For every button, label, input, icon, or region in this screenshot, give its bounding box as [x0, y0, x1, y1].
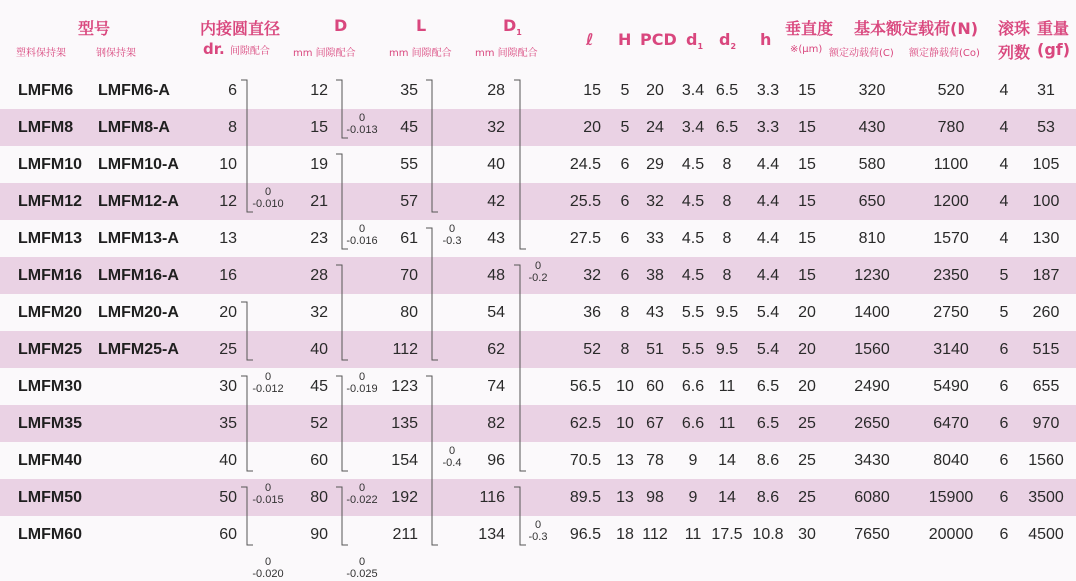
bracket-dr-group2 [241, 302, 253, 360]
cell-PCD: 67 [646, 415, 664, 432]
cell-rows: 6 [999, 489, 1009, 506]
cell-d2: 11 [718, 378, 736, 395]
cell-L: 57 [400, 193, 418, 210]
cell-h: 4.4 [756, 193, 780, 210]
tolerance-lower: -0.020 [252, 567, 284, 580]
cell-l: 27.5 [569, 230, 601, 247]
tolerance-lower: -0.010 [252, 197, 284, 210]
header-D: D [334, 16, 348, 35]
cell-d1: 5.5 [681, 341, 705, 358]
cell-dr: 16 [219, 267, 237, 284]
cell-h: 3.3 [756, 119, 780, 136]
tolerance-lower: -0.016 [346, 234, 378, 247]
header-L-mm: mm [389, 48, 409, 59]
cell-perp: 20 [798, 304, 816, 321]
bracket-D-group2 [336, 154, 348, 249]
cell-dr: 35 [219, 415, 237, 432]
cell-D: 15 [310, 119, 328, 136]
cell-perp: 20 [798, 378, 816, 395]
cell-D: 80 [310, 489, 328, 506]
cell-dr: 50 [219, 489, 237, 506]
cell-D1: 82 [487, 415, 505, 432]
cell-l: 15 [583, 82, 601, 99]
header-balls: 滚珠 [998, 19, 1031, 38]
header-dyn-load: 额定动载荷(C) [829, 48, 894, 59]
cell-rows: 4 [999, 156, 1009, 173]
header-D1-fit: 间隙配合 [497, 48, 538, 59]
cell-D1: 43 [487, 230, 505, 247]
cell-perp: 15 [798, 267, 816, 284]
cell-m2: LMFM6-A [98, 82, 170, 99]
cell-wt: 53 [1037, 119, 1055, 136]
cell-m1: LMFM60 [18, 526, 82, 543]
cell-PCD: 60 [646, 378, 664, 395]
header-L: L [416, 16, 427, 35]
cell-d1: 4.5 [681, 156, 705, 173]
cell-m2: LMFM16-A [98, 267, 179, 284]
cell-wt: 655 [1032, 378, 1060, 395]
bracket-dr-group4 [241, 487, 253, 545]
tolerance-upper: 0 [534, 259, 542, 272]
header-D1-sub: 1 [516, 28, 522, 38]
cell-D: 52 [310, 415, 328, 432]
cell-h: 8.6 [756, 452, 780, 469]
cell-d1: 9 [688, 489, 698, 506]
cell-h: 5.4 [756, 341, 780, 358]
cell-m2: LMFM10-A [98, 156, 179, 173]
cell-l: 20 [583, 119, 601, 136]
cell-H: 6 [620, 230, 630, 247]
tolerance-upper: 0 [448, 222, 456, 235]
bracket-D-group3 [336, 265, 348, 360]
tolerance-upper: 0 [358, 370, 366, 383]
cell-m1: LMFM8 [18, 119, 74, 136]
header-inner-dia: 内接圆直径 [200, 19, 281, 38]
cell-D1: 48 [487, 267, 505, 284]
header-plastic-cage: 塑料保持架 [16, 48, 66, 59]
cell-wt: 3500 [1028, 489, 1064, 506]
cell-H: 10 [616, 378, 634, 395]
cell-Co: 2350 [933, 267, 969, 284]
header-load-rating: 基本额定载荷(N) [854, 19, 979, 38]
header-static-load: 额定静载荷(Co) [909, 48, 980, 59]
cell-m1: LMFM16 [18, 267, 82, 284]
cell-wt: 4500 [1028, 526, 1064, 543]
cell-d1: 4.5 [681, 193, 705, 210]
cell-perp: 25 [798, 415, 816, 432]
tolerance-upper: 0 [264, 481, 272, 494]
cell-h: 5.4 [756, 304, 780, 321]
tolerance-lower: -0.019 [346, 382, 378, 395]
cell-perp: 20 [798, 341, 816, 358]
cell-D1: 28 [487, 82, 505, 99]
cell-perp: 15 [798, 156, 816, 173]
cell-PCD: 112 [642, 526, 668, 543]
cell-h: 4.4 [756, 230, 780, 247]
cell-L: 61 [400, 230, 418, 247]
cell-H: 18 [616, 526, 634, 543]
bracket-dr-group3 [241, 376, 253, 471]
cell-L: 45 [400, 119, 418, 136]
bracket-D-group1 [336, 80, 348, 138]
cell-h: 6.5 [756, 415, 780, 432]
cell-Co: 1100 [933, 156, 969, 173]
cell-m1: LMFM30 [18, 378, 82, 395]
cell-dr: 8 [228, 119, 237, 136]
cell-l: 62.5 [569, 415, 601, 432]
cell-d2: 9.5 [715, 304, 739, 321]
cell-Co: 5490 [933, 378, 969, 395]
cell-D: 90 [310, 526, 328, 543]
cell-d1: 4.5 [681, 230, 705, 247]
bracket-L-group1 [426, 80, 438, 212]
cell-m2: LMFM8-A [98, 119, 170, 136]
cell-m2: LMFM20-A [98, 304, 179, 321]
cell-rows: 6 [999, 378, 1009, 395]
cell-wt: 970 [1032, 415, 1060, 432]
cell-L: 154 [391, 452, 418, 469]
header-perp-unit: ※(μm) [790, 44, 823, 55]
cell-wt: 1560 [1028, 452, 1064, 469]
cell-d1: 9 [688, 452, 698, 469]
cell-D1: 74 [487, 378, 505, 395]
cell-l: 89.5 [569, 489, 601, 506]
cell-dr: 10 [219, 156, 237, 173]
cell-PCD: 78 [646, 452, 664, 469]
cell-Co: 1570 [933, 230, 969, 247]
tolerance-upper: 0 [534, 518, 542, 531]
cell-rows: 6 [999, 526, 1009, 543]
cell-Co: 20000 [928, 526, 974, 543]
cell-d1: 11 [684, 526, 702, 543]
cell-dr: 30 [219, 378, 237, 395]
cell-m2: LMFM12-A [98, 193, 179, 210]
cell-H: 10 [616, 415, 634, 432]
cell-wt: 260 [1032, 304, 1060, 321]
cell-d2: 8 [722, 193, 732, 210]
cell-d1: 5.5 [681, 304, 705, 321]
cell-H: 6 [620, 156, 630, 173]
cell-m1: LMFM13 [18, 230, 82, 247]
tolerance-upper: 0 [264, 370, 272, 383]
bracket-D1-group1 [514, 80, 526, 249]
cell-d2: 6.5 [715, 82, 739, 99]
header-weight-unit: (gf) [1037, 40, 1071, 59]
cell-d2: 17.5 [711, 526, 743, 543]
tolerance-lower: -0.2 [528, 271, 548, 284]
cell-Co: 520 [937, 82, 965, 99]
cell-PCD: 29 [646, 156, 664, 173]
cell-h: 4.4 [756, 156, 780, 173]
cell-L: 70 [400, 267, 418, 284]
cell-D1: 134 [478, 526, 505, 543]
cell-l: 24.5 [569, 156, 601, 173]
cell-m1: LMFM50 [18, 489, 82, 506]
header-rows: 列数 [998, 43, 1031, 62]
cell-L: 112 [392, 341, 418, 358]
cell-wt: 31 [1037, 82, 1055, 99]
cell-d1: 4.5 [681, 267, 705, 284]
cell-d2: 14 [718, 452, 736, 469]
cell-D1: 116 [479, 489, 505, 506]
cell-perp: 25 [798, 452, 816, 469]
cell-D1: 32 [487, 119, 505, 136]
header-h: h [760, 30, 772, 49]
cell-m1: LMFM10 [18, 156, 82, 173]
cell-D1: 96 [487, 452, 505, 469]
cell-perp: 30 [798, 526, 816, 543]
cell-m2: LMFM25-A [98, 341, 179, 358]
cell-perp: 25 [798, 489, 816, 506]
cell-l: 56.5 [569, 378, 601, 395]
bracket-L-group3 [426, 376, 438, 545]
tolerance-lower: -0.012 [252, 382, 284, 395]
cell-m1: LMFM6 [18, 82, 74, 99]
tolerance-upper: 0 [358, 481, 366, 494]
cell-H: 8 [620, 304, 630, 321]
cell-C: 320 [858, 82, 886, 99]
cell-H: 5 [620, 82, 630, 99]
cell-m1: LMFM20 [18, 304, 82, 321]
bracket-L-group2 [426, 228, 438, 360]
cell-perp: 15 [798, 193, 816, 210]
tolerance-lower: -0.015 [252, 493, 284, 506]
tolerance-upper: 0 [264, 555, 272, 568]
cell-Co: 1200 [933, 193, 969, 210]
cell-C: 1230 [854, 267, 890, 284]
tolerance-upper: 0 [448, 444, 456, 457]
cell-h: 4.4 [756, 267, 780, 284]
cell-H: 13 [616, 452, 634, 469]
cell-D: 40 [310, 341, 328, 358]
cell-d1: 6.6 [681, 378, 705, 395]
cell-PCD: 24 [646, 119, 664, 136]
cell-Co: 3140 [933, 341, 969, 358]
cell-D1: 54 [487, 304, 505, 321]
cell-m1: LMFM12 [18, 193, 82, 210]
cell-PCD: 32 [646, 193, 664, 210]
cell-L: 135 [391, 415, 418, 432]
cell-rows: 4 [999, 193, 1009, 210]
cell-C: 1560 [854, 341, 890, 358]
cell-D: 19 [310, 156, 328, 173]
cell-rows: 4 [999, 119, 1009, 136]
header-dr-label: dr. [203, 40, 225, 58]
cell-d2: 8 [722, 156, 732, 173]
cell-wt: 187 [1032, 267, 1060, 284]
cell-D1: 40 [487, 156, 505, 173]
cell-C: 2650 [854, 415, 890, 432]
cell-d1: 3.4 [681, 82, 705, 99]
header-PCD: PCD [640, 30, 677, 49]
cell-wt: 100 [1032, 193, 1060, 210]
cell-PCD: 38 [646, 267, 664, 284]
tolerance-upper: 0 [264, 185, 272, 198]
cell-h: 3.3 [756, 82, 780, 99]
cell-PCD: 43 [646, 304, 664, 321]
cell-d2: 11 [718, 415, 736, 432]
cell-H: 5 [620, 119, 630, 136]
cell-PCD: 51 [646, 341, 664, 358]
cell-m1: LMFM40 [18, 452, 82, 469]
header-H: H [618, 30, 632, 49]
cell-perp: 15 [798, 230, 816, 247]
cell-d1: 6.6 [681, 415, 705, 432]
cell-Co: 15900 [928, 489, 974, 506]
cell-H: 6 [620, 193, 630, 210]
cell-rows: 6 [999, 341, 1009, 358]
header-weight: 重量 [1037, 19, 1070, 38]
bracket-D1-group2 [514, 265, 526, 471]
cell-L: 55 [400, 156, 418, 173]
cell-rows: 5 [999, 304, 1009, 321]
bracket-D-group4 [336, 376, 348, 471]
cell-dr: 25 [219, 341, 237, 358]
cell-D: 12 [310, 82, 328, 99]
cell-perp: 15 [798, 82, 816, 99]
tolerance-lower: -0.025 [346, 567, 378, 580]
cell-h: 6.5 [756, 378, 780, 395]
cell-l: 96.5 [569, 526, 601, 543]
cell-H: 13 [616, 489, 634, 506]
cell-D: 28 [310, 267, 328, 284]
bracket-D-group5 [336, 487, 348, 545]
cell-L: 35 [400, 82, 418, 99]
header-L-fit: 间隙配合 [411, 48, 452, 59]
cell-D: 60 [310, 452, 328, 469]
header-D1-label: D [503, 16, 517, 35]
cell-C: 7650 [854, 526, 890, 543]
cell-h: 10.8 [752, 526, 784, 543]
cell-l: 25.5 [569, 193, 601, 210]
cell-rows: 6 [999, 415, 1009, 432]
bracket-dr-group1 [241, 80, 253, 212]
cell-l: 70.5 [569, 452, 601, 469]
header-d2-sub: 2 [730, 42, 737, 52]
cell-C: 650 [858, 193, 886, 210]
cell-wt: 130 [1032, 230, 1060, 247]
header-d1-sub: 1 [697, 42, 704, 52]
cell-d1: 3.4 [681, 119, 705, 136]
tolerance-lower: -0.3 [442, 234, 462, 247]
cell-Co: 2750 [933, 304, 969, 321]
tolerance-upper: 0 [358, 222, 366, 235]
header-D-mm: mm [293, 48, 313, 59]
tolerance-upper: 0 [358, 555, 366, 568]
cell-D1: 62 [487, 341, 505, 358]
cell-H: 6 [620, 267, 630, 284]
cell-perp: 15 [798, 119, 816, 136]
cell-rows: 4 [999, 230, 1009, 247]
header-d1-label: d [686, 30, 698, 49]
cell-dr: 6 [228, 82, 237, 99]
header-D-fit: 间隙配合 [315, 48, 356, 59]
header-D1-mm: mm [475, 48, 495, 59]
cell-PCD: 33 [646, 230, 664, 247]
cell-C: 580 [858, 156, 886, 173]
cell-Co: 8040 [933, 452, 969, 469]
cell-m1: LMFM25 [18, 341, 82, 358]
cell-C: 430 [858, 119, 886, 136]
cell-d2: 8 [722, 230, 732, 247]
cell-PCD: 20 [646, 82, 664, 99]
cell-l: 32 [583, 267, 601, 284]
cell-rows: 4 [999, 82, 1009, 99]
cell-C: 3430 [854, 452, 890, 469]
header-dr-fit: 间隙配合 [229, 46, 270, 57]
cell-rows: 6 [999, 452, 1009, 469]
cell-L: 80 [400, 304, 418, 321]
cell-d2: 6.5 [715, 119, 739, 136]
cell-C: 6080 [854, 489, 890, 506]
bracket-D1-group3 [514, 487, 526, 545]
cell-D: 45 [310, 378, 328, 395]
tolerance-lower: -0.022 [346, 493, 378, 506]
cell-dr: 12 [219, 193, 237, 210]
cell-d2: 8 [722, 267, 732, 284]
cell-L: 211 [392, 526, 418, 543]
header-perp: 垂直度 [785, 19, 834, 38]
cell-m2: LMFM13-A [98, 230, 179, 247]
tolerance-lower: -0.3 [528, 530, 548, 543]
tolerance-upper: 0 [358, 111, 366, 124]
cell-C: 2490 [854, 378, 890, 395]
tolerance-lower: -0.4 [442, 456, 462, 469]
cell-Co: 6470 [933, 415, 969, 432]
header-ell: ℓ [586, 30, 594, 49]
cell-l: 52 [583, 341, 601, 358]
cell-D: 23 [310, 230, 328, 247]
cell-PCD: 98 [646, 489, 664, 506]
cell-dr: 13 [219, 230, 237, 247]
cell-dr: 40 [219, 452, 237, 469]
header-d2-label: d [719, 30, 731, 49]
cell-dr: 20 [219, 304, 237, 321]
cell-l: 36 [583, 304, 601, 321]
cell-Co: 780 [937, 119, 965, 136]
cell-L: 123 [391, 378, 418, 395]
cell-C: 1400 [854, 304, 890, 321]
tolerance-lower: -0.013 [346, 123, 378, 136]
cell-wt: 515 [1032, 341, 1060, 358]
cell-m1: LMFM35 [18, 415, 82, 432]
cell-d2: 9.5 [715, 341, 739, 358]
cell-D1: 42 [487, 193, 505, 210]
cell-D: 21 [310, 193, 328, 210]
cell-rows: 5 [999, 267, 1009, 284]
cell-H: 8 [620, 341, 630, 358]
header-model: 型号 [78, 19, 111, 38]
cell-dr: 60 [219, 526, 237, 543]
cell-h: 8.6 [756, 489, 780, 506]
cell-D: 32 [310, 304, 328, 321]
cell-L: 192 [391, 489, 418, 506]
header-steel-cage: 钢保持架 [96, 48, 136, 59]
cell-wt: 105 [1032, 156, 1060, 173]
cell-C: 810 [858, 230, 886, 247]
cell-d2: 14 [718, 489, 736, 506]
